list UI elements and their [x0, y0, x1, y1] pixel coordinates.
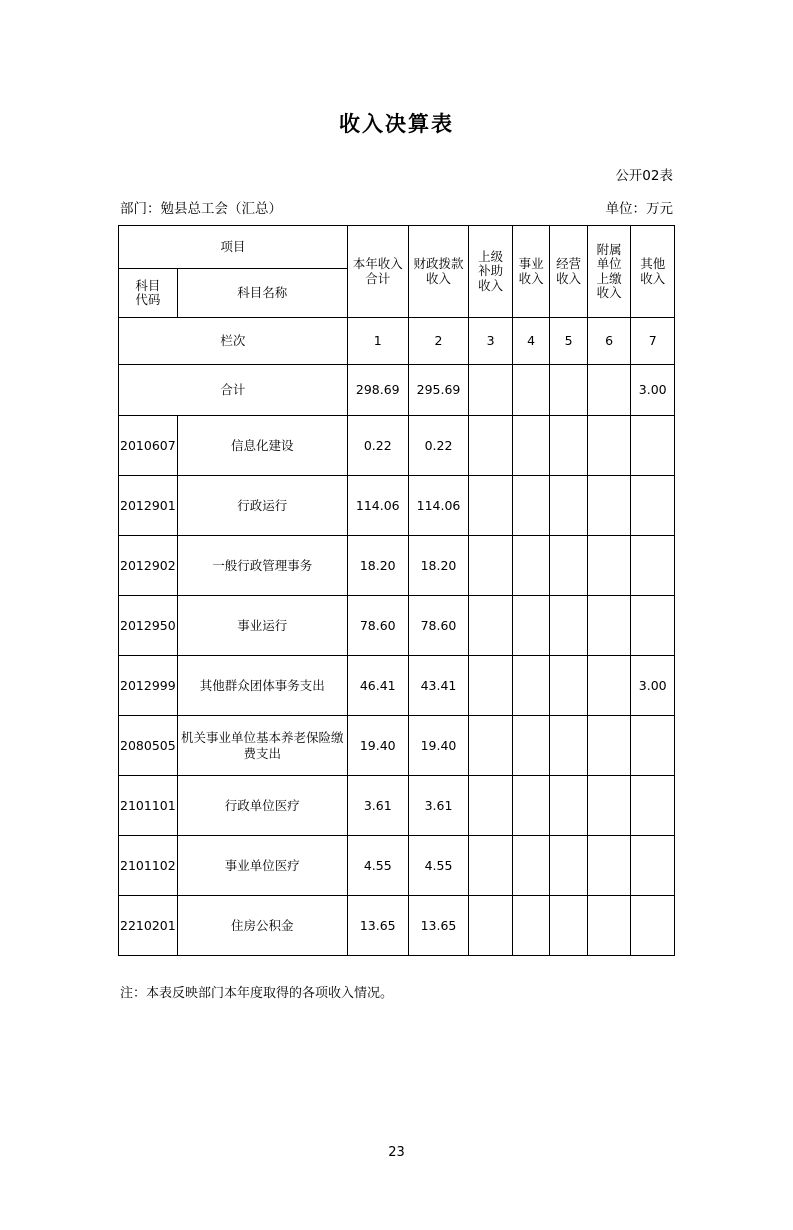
header-col7	[631, 226, 675, 318]
row-value-3	[469, 656, 513, 716]
row-value-6	[587, 716, 631, 776]
row-value-2: 114.06	[408, 476, 469, 536]
row-value-5	[550, 776, 587, 836]
column-index-6: 6	[587, 318, 631, 365]
header-col6-line4: 收入	[596, 284, 622, 300]
row-value-1: 3.61	[347, 776, 408, 836]
row-value-7: 3.00	[631, 656, 675, 716]
table-row	[119, 596, 675, 656]
row-value-4	[512, 596, 549, 656]
header-group-item: 项目	[119, 226, 348, 269]
row-name: 事业单位医疗	[177, 836, 347, 896]
row-code: 2210201	[119, 896, 178, 956]
row-value-6	[587, 416, 631, 476]
row-name: 信息化建设	[177, 416, 347, 476]
column-index-5: 5	[550, 318, 587, 365]
header-col2-line2: 收入	[425, 270, 451, 286]
column-index-4: 4	[512, 318, 549, 365]
row-name: 住房公积金	[177, 896, 347, 956]
row-value-2: 78.60	[408, 596, 469, 656]
row-value-4	[512, 656, 549, 716]
total-value-3	[469, 365, 513, 416]
row-value-3	[469, 416, 513, 476]
column-index-label: 栏次	[119, 318, 348, 365]
row-name: 机关事业单位基本养老保险缴费支出	[177, 716, 347, 776]
row-value-5	[550, 476, 587, 536]
row-code: 2012950	[119, 596, 178, 656]
row-value-2: 13.65	[408, 896, 469, 956]
row-value-5	[550, 656, 587, 716]
row-code: 2012901	[119, 476, 178, 536]
row-code: 2101101	[119, 776, 178, 836]
header-col6-line1: 附属	[596, 241, 622, 257]
column-index-7: 7	[631, 318, 675, 365]
header-col3-line2: 补助	[478, 263, 504, 279]
meta-row	[118, 197, 675, 217]
row-value-7	[631, 416, 675, 476]
header-subject-name: 科目名称	[177, 269, 347, 318]
row-value-1: 46.41	[347, 656, 408, 716]
total-value-6	[587, 365, 631, 416]
header-col3	[469, 226, 513, 318]
row-value-5	[550, 716, 587, 776]
row-value-1: 19.40	[347, 716, 408, 776]
row-value-6	[587, 476, 631, 536]
header-col7-line2: 收入	[640, 270, 666, 286]
row-value-4	[512, 416, 549, 476]
table-row	[119, 656, 675, 716]
row-name: 事业运行	[177, 596, 347, 656]
header-col6-line3: 上缴	[596, 270, 622, 286]
total-value-7: 3.00	[631, 365, 675, 416]
row-value-2: 3.61	[408, 776, 469, 836]
table-row	[119, 536, 675, 596]
row-name: 其他群众团体事务支出	[177, 656, 347, 716]
header-col2-line1: 财政拨款	[413, 256, 464, 272]
row-code: 2010607	[119, 416, 178, 476]
header-col5-line1: 经营	[556, 256, 582, 272]
column-index-2: 2	[408, 318, 469, 365]
table-row	[119, 836, 675, 896]
row-value-2: 4.55	[408, 836, 469, 896]
row-name: 行政单位医疗	[177, 776, 347, 836]
row-value-5	[550, 536, 587, 596]
row-code: 2101102	[119, 836, 178, 896]
row-value-7	[631, 836, 675, 896]
row-value-2: 19.40	[408, 716, 469, 776]
header-col6	[587, 226, 631, 318]
header-col3-line3: 收入	[478, 277, 504, 293]
header-col3-line1: 上级	[478, 248, 504, 264]
unit-label: 单位：万元	[605, 201, 673, 217]
income-final-accounts-table	[118, 225, 675, 956]
row-value-6	[587, 896, 631, 956]
row-value-6	[587, 836, 631, 896]
row-value-1: 13.65	[347, 896, 408, 956]
row-value-7	[631, 776, 675, 836]
row-value-5	[550, 416, 587, 476]
row-value-6	[587, 776, 631, 836]
column-index-1: 1	[347, 318, 408, 365]
header-col5	[550, 226, 587, 318]
row-value-7	[631, 716, 675, 776]
row-value-3	[469, 476, 513, 536]
total-value-2: 295.69	[408, 365, 469, 416]
total-value-1: 298.69	[347, 365, 408, 416]
total-label: 合计	[119, 365, 348, 416]
header-col4-line1: 事业	[518, 256, 544, 272]
page-title: 收入决算表	[339, 112, 454, 136]
row-value-7	[631, 596, 675, 656]
row-value-4	[512, 716, 549, 776]
table-header-row-1	[119, 226, 675, 269]
row-value-1: 0.22	[347, 416, 408, 476]
row-name: 一般行政管理事务	[177, 536, 347, 596]
row-value-5	[550, 896, 587, 956]
row-value-2: 43.41	[408, 656, 469, 716]
header-col2	[408, 226, 469, 318]
header-col6-line2: 单位	[596, 256, 622, 272]
header-subject-code-line1: 科目	[135, 277, 161, 293]
header-col1-line1: 本年收入	[352, 256, 403, 272]
table-row	[119, 776, 675, 836]
row-value-2: 18.20	[408, 536, 469, 596]
row-code: 2080505	[119, 716, 178, 776]
row-value-5	[550, 596, 587, 656]
table-note: 注：本表反映部门本年度取得的各项收入情况。	[120, 986, 394, 1001]
total-value-4	[512, 365, 549, 416]
table-column-index-row	[119, 318, 675, 365]
row-value-6	[587, 656, 631, 716]
row-value-4	[512, 536, 549, 596]
table-row	[119, 476, 675, 536]
header-col4	[512, 226, 549, 318]
header-subject-code-line2: 代码	[135, 292, 161, 307]
header-subject-code	[119, 269, 178, 318]
row-value-3	[469, 596, 513, 656]
form-code-label: 公开02表	[615, 168, 673, 184]
department-label: 部门：勉县总工会（汇总）	[120, 201, 282, 217]
row-value-6	[587, 596, 631, 656]
header-col7-line1: 其他	[640, 256, 666, 272]
column-index-3: 3	[469, 318, 513, 365]
row-value-4	[512, 896, 549, 956]
row-value-5	[550, 836, 587, 896]
header-col1	[347, 226, 408, 318]
document-page	[0, 108, 793, 1230]
row-value-3	[469, 536, 513, 596]
page-number: 23	[388, 1145, 405, 1160]
header-col5-line2: 收入	[556, 270, 582, 286]
row-value-3	[469, 776, 513, 836]
row-name: 行政运行	[177, 476, 347, 536]
row-value-4	[512, 476, 549, 536]
row-value-3	[469, 896, 513, 956]
row-value-3	[469, 716, 513, 776]
header-col1-line2: 合计	[365, 270, 391, 286]
row-value-4	[512, 776, 549, 836]
row-code: 2012902	[119, 536, 178, 596]
row-value-6	[587, 536, 631, 596]
row-value-2: 0.22	[408, 416, 469, 476]
table-row	[119, 716, 675, 776]
row-value-3	[469, 836, 513, 896]
table-row	[119, 896, 675, 956]
row-value-7	[631, 536, 675, 596]
row-value-1: 114.06	[347, 476, 408, 536]
row-value-1: 4.55	[347, 836, 408, 896]
row-value-7	[631, 476, 675, 536]
row-value-1: 18.20	[347, 536, 408, 596]
table-row	[119, 416, 675, 476]
total-value-5	[550, 365, 587, 416]
row-value-7	[631, 896, 675, 956]
row-code: 2012999	[119, 656, 178, 716]
header-col4-line2: 收入	[518, 270, 544, 286]
table-total-row	[119, 365, 675, 416]
row-value-1: 78.60	[347, 596, 408, 656]
row-value-4	[512, 836, 549, 896]
